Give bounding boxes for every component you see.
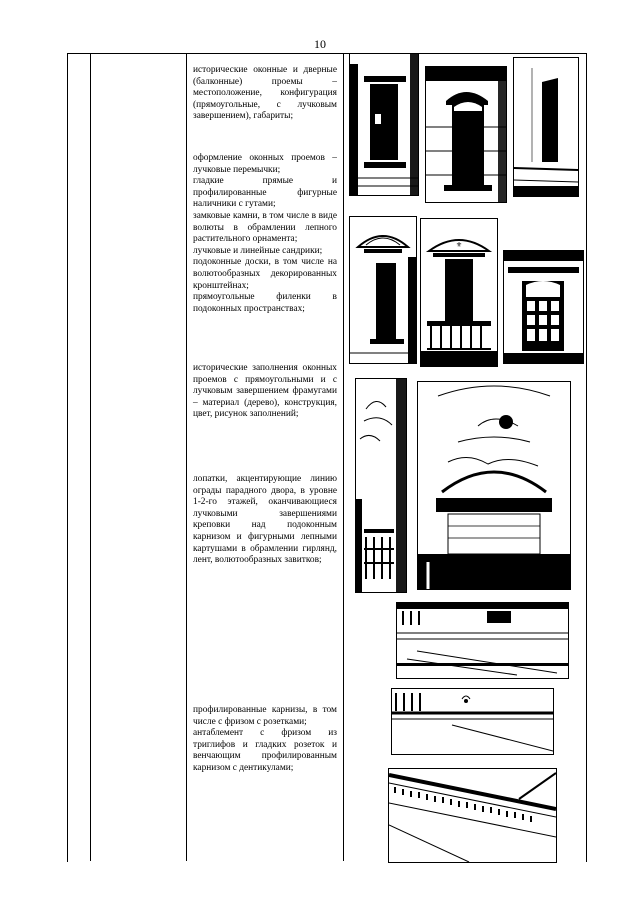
- text-line: прямоугольные филенки в подоконных пространствах;: [193, 292, 337, 314]
- page-number: 10: [314, 37, 326, 51]
- text-block-pilasters: [193, 474, 337, 567]
- text-block-window-fill: [193, 363, 337, 421]
- frieze-photo: [391, 688, 554, 755]
- text-line: гладкие прямые и профилированные фигурные наличники с гутами;: [193, 176, 337, 210]
- pilaster-photo: [355, 378, 407, 593]
- text-line: лучковые и линейные сандрики;: [193, 245, 323, 256]
- text-line: антаблемент с фризом из триглифов и гладких розеток и венчающим профилированным карнизом с дентикулами;: [193, 728, 337, 773]
- text-block-openings: [193, 65, 337, 123]
- window-photo: [349, 216, 417, 364]
- text-line: профилированные карнизы, в том числе с фризом с розетками;: [193, 705, 337, 727]
- dentil-cornice-photo: [388, 768, 557, 863]
- balcony-door-photo: [420, 218, 498, 367]
- column-divider: [90, 53, 91, 861]
- text-block-cornices: [193, 705, 337, 775]
- cornice-photo: [396, 602, 569, 679]
- text-line: подоконные доски, в том числе на волютообразных декорированных кронштейнах;: [193, 257, 337, 291]
- column-divider: [343, 53, 344, 861]
- window-photo: [349, 53, 419, 196]
- text-line: замковые камни, в том числе в виде волюты в обрамлении лепного растительного орнамента;: [193, 210, 337, 245]
- window-photo: [513, 57, 579, 197]
- text-line: исторические заполнения оконных проемов с прямоугольными и с лучковым завершением фрамугами – материал (дерево), конструкция, цвет, рисунок заполнений;: [193, 363, 337, 420]
- text-line: лопатки, акцентирующие линию ограды парадного двора, в уровне 1-2-го этажей, оканчивающиеся лучковыми завершениями креповки над подоконным карнизом и фигурными лепными картушами в обрамлении гирлянд, лент, волютообразных завитков;: [193, 474, 337, 566]
- window-photo: [425, 66, 507, 203]
- window-fill-photo: [503, 250, 584, 364]
- text-line: исторические оконные и дверные (балконные) проемы – местоположение, конфигурация (прямоугольные, с лучковым завершением), габариты;: [193, 65, 337, 122]
- text-block-window-decor: [193, 153, 337, 315]
- text-line: оформление оконных проемов – лучковые перемычки;: [193, 153, 337, 175]
- svg-text:⚜: ⚜: [455, 241, 463, 249]
- cartouche-photo: [417, 381, 571, 590]
- column-divider: [186, 53, 187, 861]
